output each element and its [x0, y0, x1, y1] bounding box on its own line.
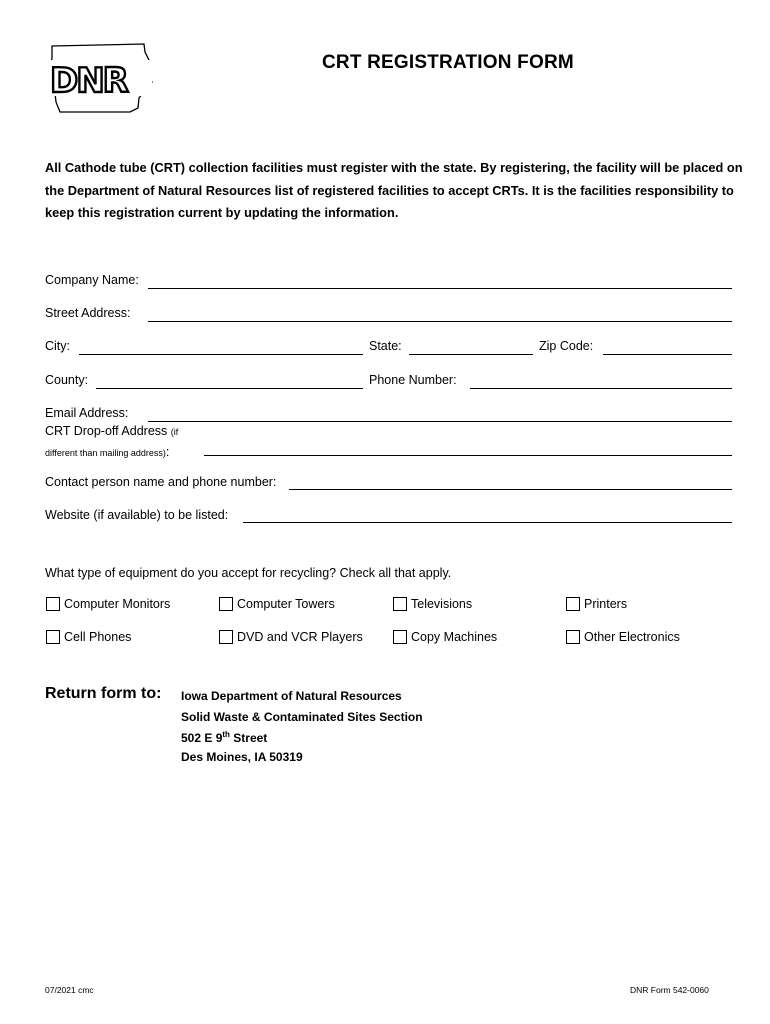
option-printers[interactable]: [566, 597, 627, 611]
contact-field[interactable]: [289, 489, 732, 490]
street-address-label: Street Address:: [45, 306, 131, 320]
option-computer-monitors[interactable]: [46, 597, 170, 611]
checkbox[interactable]: [219, 630, 233, 644]
dropoff-note-a: (if: [170, 427, 179, 437]
email-address-field[interactable]: [148, 421, 732, 422]
footer-form-number: DNR Form 542-0060: [630, 985, 709, 995]
option-televisions[interactable]: [393, 597, 472, 611]
dropoff-note-line: [45, 443, 169, 461]
checkbox[interactable]: [46, 597, 60, 611]
street-number: 502 E 9: [181, 731, 223, 745]
equipment-question: What type of equipment do you accept for recycling? Check all that apply.: [45, 566, 452, 580]
return-address-line-3: [181, 730, 267, 745]
website-label: Website (if available) to be listed:: [45, 508, 229, 522]
checkbox[interactable]: [46, 630, 60, 644]
street-suffix: Street: [229, 731, 268, 745]
return-address-line-1: Iowa Department of Natural Resources: [181, 689, 402, 703]
checkbox[interactable]: [566, 597, 580, 611]
option-label: Computer Monitors: [64, 597, 171, 611]
city-label: City:: [45, 339, 70, 353]
street-address-field[interactable]: [148, 321, 732, 322]
dropoff-address-label: [45, 424, 178, 438]
company-name-label: Company Name:: [45, 273, 139, 287]
option-dvd-vcr-players[interactable]: [219, 630, 363, 644]
option-label: Printers: [584, 597, 628, 611]
dropoff-colon: :: [165, 445, 170, 459]
option-other-electronics[interactable]: [566, 630, 680, 644]
return-address-line-4: Des Moines, IA 50319: [181, 750, 303, 764]
checkbox[interactable]: [393, 597, 407, 611]
dropoff-note-b: different than mailing address): [45, 448, 166, 458]
return-address-line-2: Solid Waste & Contaminated Sites Section: [181, 710, 423, 724]
checkbox[interactable]: [219, 597, 233, 611]
form-title: CRT REGISTRATION FORM: [322, 52, 574, 73]
email-address-label: Email Address:: [45, 406, 129, 420]
county-label: County:: [45, 373, 89, 387]
company-name-field[interactable]: [148, 288, 732, 289]
zip-code-field[interactable]: [603, 354, 732, 355]
zip-code-label: Zip Code:: [539, 339, 594, 353]
phone-number-label: Phone Number:: [369, 373, 457, 387]
option-computer-towers[interactable]: [219, 597, 335, 611]
option-label: Cell Phones: [64, 630, 132, 644]
dropoff-address-title: CRT Drop-off Address: [45, 424, 168, 438]
state-label: State:: [369, 339, 402, 353]
phone-number-field[interactable]: [470, 388, 732, 389]
state-field[interactable]: [409, 354, 533, 355]
return-form-label: Return form to:: [45, 685, 162, 702]
option-label: DVD and VCR Players: [237, 630, 363, 644]
checkbox[interactable]: [566, 630, 580, 644]
logo-text: DNR: [50, 61, 127, 101]
dnr-logo: [44, 40, 156, 114]
option-label: Televisions: [411, 597, 473, 611]
county-field[interactable]: [96, 388, 363, 389]
intro-text: All Cathode tube (CRT) collection facilities must register with the state. By registering, the facility will be placed on the Department of Natural Resources list of registered facilities to accept CRTs. It is the facilities responsibility to keep this registration current by updating the information.: [45, 160, 743, 220]
website-field[interactable]: [243, 522, 732, 523]
street-ordinal: th: [222, 730, 230, 739]
option-label: Computer Towers: [237, 597, 335, 611]
dropoff-address-field[interactable]: [204, 455, 732, 456]
checkbox[interactable]: [393, 630, 407, 644]
option-cell-phones[interactable]: [46, 630, 131, 644]
city-field[interactable]: [79, 354, 363, 355]
footer-date: 07/2021 cmc: [45, 985, 94, 995]
contact-label: Contact person name and phone number:: [45, 475, 277, 489]
option-label: Other Electronics: [584, 630, 680, 644]
option-copy-machines[interactable]: [393, 630, 497, 644]
option-label: Copy Machines: [411, 630, 498, 644]
